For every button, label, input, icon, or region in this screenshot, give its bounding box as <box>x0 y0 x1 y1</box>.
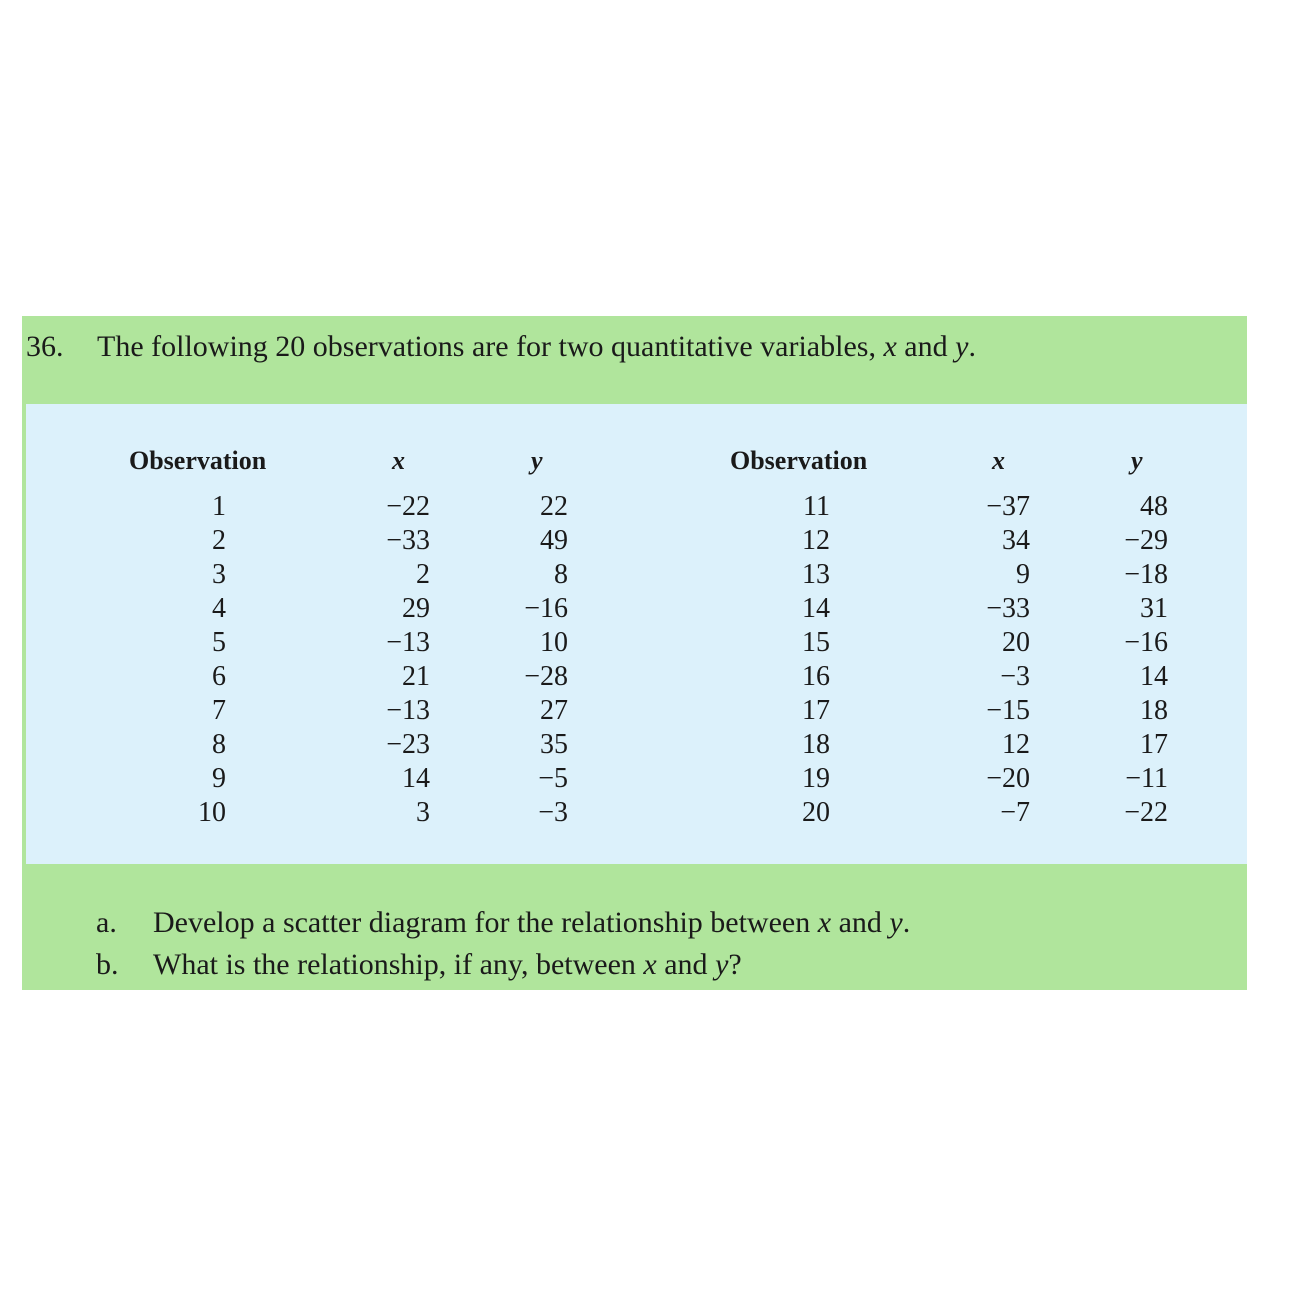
table-cell: 2 <box>416 559 430 590</box>
table-cell: 13 <box>802 559 830 590</box>
problem-header <box>22 316 1247 404</box>
table-cell: −33 <box>986 593 1030 624</box>
header-x-left: x <box>392 446 405 475</box>
table-cell: −23 <box>386 729 430 760</box>
header-y-right: y <box>1131 446 1143 475</box>
table-cell: −13 <box>386 695 430 726</box>
table-cell: 11 <box>803 491 830 522</box>
table-cell: 12 <box>802 525 830 556</box>
table-cell: 22 <box>540 491 568 522</box>
table-cell: −13 <box>386 627 430 658</box>
header-observation-left: Observation <box>129 446 267 475</box>
table-cell: 3 <box>416 797 430 828</box>
table-cell: 14 <box>402 763 430 794</box>
table-cell: 5 <box>212 627 226 658</box>
table-cell: 34 <box>1002 525 1030 556</box>
table-cell: −22 <box>386 491 430 522</box>
column-observation-left <box>176 490 226 830</box>
table-cell: −3 <box>538 797 568 828</box>
header-x-right: x <box>992 446 1005 475</box>
table-cell: −15 <box>986 695 1030 726</box>
table-cell: 1 <box>212 491 226 522</box>
table-cell: −37 <box>986 491 1030 522</box>
table-cell: 17 <box>1140 729 1168 760</box>
table-cell: 14 <box>802 593 830 624</box>
table-cell: 15 <box>802 627 830 658</box>
table-cell: 2 <box>212 525 226 556</box>
table-cell: 8 <box>554 559 568 590</box>
column-y-right <box>1096 490 1168 830</box>
table-cell: −11 <box>1125 763 1168 794</box>
table-cell: 18 <box>1140 695 1168 726</box>
table-cell: 29 <box>402 593 430 624</box>
column-y-left <box>496 490 568 830</box>
table-cell: 3 <box>212 559 226 590</box>
column-x-right <box>956 490 1030 830</box>
header-observation-right: Observation <box>730 446 868 475</box>
table-cell: −16 <box>1124 627 1168 658</box>
question-a-text: Develop a scatter diagram for the relationship between x and y. <box>153 906 911 939</box>
question-a-letter: a. <box>96 906 117 939</box>
table-cell: 4 <box>212 593 226 624</box>
table-cell: 19 <box>802 763 830 794</box>
table-cell: −7 <box>1000 797 1030 828</box>
table-cell: 20 <box>1002 627 1030 658</box>
table-cell: 35 <box>540 729 568 760</box>
table-cell: 16 <box>802 661 830 692</box>
question-b-letter: b. <box>96 948 119 981</box>
question-b-text: What is the relationship, if any, between x and y? <box>153 948 742 981</box>
table-cell: 17 <box>802 695 830 726</box>
table-cell: 20 <box>802 797 830 828</box>
table-cell: −5 <box>538 763 568 794</box>
problem-number: 36. <box>26 330 64 363</box>
table-cell: −22 <box>1124 797 1168 828</box>
table-cell: 27 <box>540 695 568 726</box>
problem-block <box>22 316 1247 990</box>
problem-statement: The following 20 observations are for two quantitative variables, x and y. <box>97 330 976 363</box>
table-cell: 48 <box>1140 491 1168 522</box>
table-cell: 9 <box>1016 559 1030 590</box>
table-cell: −33 <box>386 525 430 556</box>
table-cell: 18 <box>802 729 830 760</box>
table-cell: −18 <box>1124 559 1168 590</box>
table-cell: 9 <box>212 763 226 794</box>
table-cell: −29 <box>1124 525 1168 556</box>
table-cell: −20 <box>986 763 1030 794</box>
table-cell: −16 <box>524 593 568 624</box>
table-cell: 7 <box>212 695 226 726</box>
table-cell: 10 <box>198 797 226 828</box>
table-cell: 6 <box>212 661 226 692</box>
header-y-left: y <box>531 446 543 475</box>
questions <box>22 864 1247 990</box>
table-cell: 12 <box>1002 729 1030 760</box>
table-cell: 8 <box>212 729 226 760</box>
table-cell: 14 <box>1140 661 1168 692</box>
table-cell: −28 <box>524 661 568 692</box>
table-cell: 31 <box>1140 593 1168 624</box>
table-cell: 10 <box>540 627 568 658</box>
column-x-left <box>356 490 430 830</box>
table-cell: 21 <box>402 661 430 692</box>
table-cell: −3 <box>1000 661 1030 692</box>
table-cell: 49 <box>540 525 568 556</box>
data-table <box>26 404 1247 864</box>
column-observation-right <box>778 490 830 830</box>
